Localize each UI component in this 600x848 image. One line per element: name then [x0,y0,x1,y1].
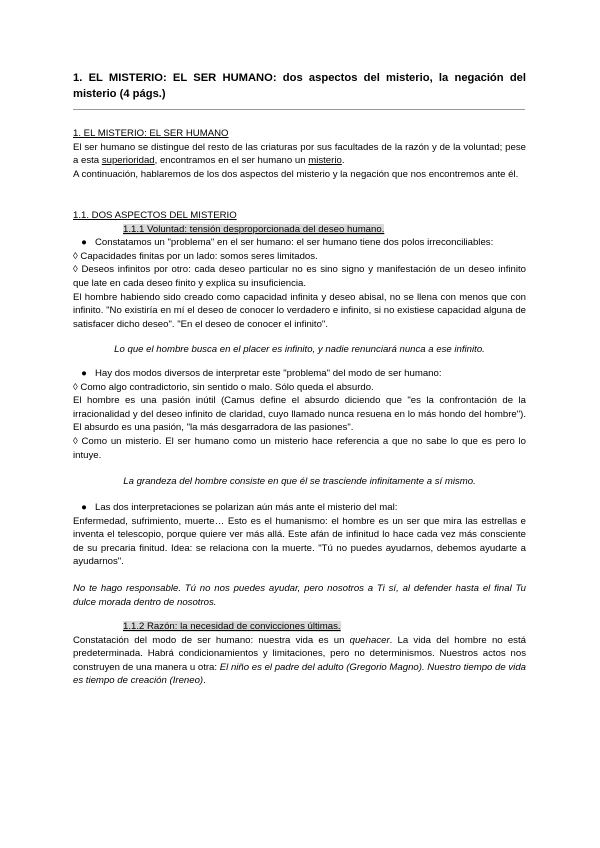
section-1-1-part-2 [73,367,526,462]
paragraph-humanismo: Enfermedad, sufrimiento, muerte… Esto es el humanismo: el hombre es un ser que mira las estrellas e inventa el telescopio, porque quiere ver más allá. Este afán de infinitud lo hace cada vez más consciente de su precaria finitud. Idea: se relaciona con la muerte. "Tú no puedes ayudarnos, debemos ayudarte a ayudarnos". [73,515,526,568]
diamond-item-1: ◊ Capacidades finitas por un lado: somos seres limitados. [73,250,318,262]
section-1-1-heading: 1.1. DOS ASPECTOS DEL MISTERIO [73,210,237,221]
section-1-1-part-3 [73,501,526,569]
quote-3: No te hago responsable. Tú no nos puedes ayudar, pero nosotros a Ti sí, al defender hasta el final Tu dulce morada dentro de nosotros. [73,583,526,608]
horizontal-rule [73,109,525,110]
page-title: 1. EL MISTERIO: EL SER HUMANO: dos aspectos del misterio, la negación del misterio (4 págs.) [73,72,526,100]
bullet-1: ● Constatamos un "problema" en el ser humano: el ser humano tiene dos polos irreconciliables: [73,236,526,250]
diamond-item-2: ◊ Deseos infinitos por otro: cada deseo particular no es sino signo y manifestación de un deseo infinito que late en cada deseo finito y explica su insuficiencia. [73,264,526,289]
quote-2: La grandeza del hombre consiste en que él se trasciende infinitamente a sí mismo. [123,476,476,487]
diamond-item-4: ◊ Como un misterio. El ser humano como un misterio hace referencia a que no sabe lo que es pero lo intuye. [73,435,526,461]
diamond-item-3: ◊ Como algo contradictorio, sin sentido o malo. Sólo queda el absurdo. [73,381,374,393]
misterio-link: misterio [308,155,342,167]
paragraph-quehacer: Constatación del modo de ser humano: nuestra vida es un quehacer. La vida del hombre no está predeterminada. Habrá condicionamientos y limitaciones, pero no determinismos. Nuestros actos nos construyen de una manera u otra: El niño es el padre del adulto (Gregorio Magno). Nuestro tiempo de vida es tiempo de creación (Ireneo). [73,634,526,687]
bullet-2: ● Hay dos modos diversos de interpretar este "problema" del modo de ser humano: [73,367,526,381]
section-1 [73,127,526,181]
subsection-1-1-2 [73,620,526,688]
subsection-1-1-1-heading: 1.1.1 Voluntad: tensión desproporcionada del deseo humano. [123,223,385,235]
paragraph-camus: El hombre es una pasión inútil (Camus define el absurdo diciendo que "es la confrontación de la irracionalidad y del deseo infinito de claridad, cuyo llamado nunca resuena en lo más hondo del hombre"). El absurdo es una pasión, "la más desgarradora de las pasiones". [73,395,526,434]
bullet-dot-icon: ● [81,237,87,249]
quote-1: Lo que el hombre busca en el placer es infinito, y nadie renunciará nunca a ese infinito. [114,344,485,355]
section-1-1 [73,209,526,331]
section-1-paragraph-2: A continuación, hablaremos de los dos aspectos del misterio y la negación que nos encontremos ante él. [73,168,519,180]
bullet-dot-icon: ● [81,502,87,513]
subsection-1-1-2-heading: 1.1.2 Razón: la necesidad de convicciones últimas. [123,621,341,632]
bullet-3: ● Las dos interpretaciones se polarizan aún más ante el misterio del mal: [73,501,526,515]
section-1-heading: 1. EL MISTERIO: EL SER HUMANO [73,128,229,139]
bullet-dot-icon: ● [81,368,87,379]
section-1-paragraph-1: El ser humano se distingue del resto de las criaturas por sus facultades de la razón y de la voluntad; pese a esta superioridad, encontramos en el ser humano un misterio. [73,141,526,167]
paragraph-infinito: El hombre habiendo sido creado como capacidad infinita y deseo abisal, no se llena con menos que con infinito. "No existiría en mí el deseo de conocer lo verdadero e infinito, si no existiese capacidad alguna de satisfacer dicho deseo". "En el deseo de conocer el infinito". [73,291,526,330]
superioridad-link: superioridad [101,155,155,167]
